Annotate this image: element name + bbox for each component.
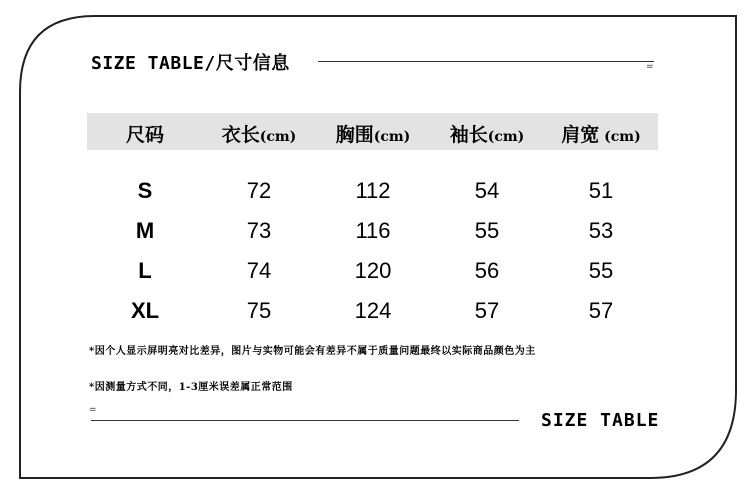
cell-chest: 124	[354, 298, 392, 323]
bottom-divider	[91, 420, 519, 421]
header-size: 尺码	[125, 124, 164, 146]
cell-size: L	[138, 258, 152, 283]
cell-size: M	[135, 218, 155, 243]
top-divider	[318, 61, 654, 62]
cell-size: S	[137, 178, 153, 203]
cell-chest: 112	[355, 178, 391, 203]
cell-shoulder: 57	[588, 298, 614, 323]
cell-shoulder: 51	[588, 178, 614, 203]
cell-sleeve: 54	[474, 178, 500, 203]
header-shoulder: 肩宽 (cm)	[561, 124, 641, 146]
cell-chest: 116	[355, 218, 391, 243]
bottom-rule-mark: =	[89, 405, 97, 415]
cell-shoulder: 55	[588, 258, 614, 283]
cell-length: 73	[246, 218, 272, 243]
color-disclaimer-note: *因个人显示屏明亮对比差异，图片与实物可能会有差异不属于质量问题最终以实际商品颜色为主	[89, 346, 536, 357]
cell-length: 75	[246, 298, 272, 323]
cell-length: 74	[246, 258, 272, 283]
cell-shoulder: 53	[588, 218, 614, 243]
header-chest: 胸围(cm)	[335, 124, 411, 146]
cell-sleeve: 56	[474, 258, 500, 283]
cell-size: XL	[130, 298, 160, 323]
cell-sleeve: 55	[474, 218, 500, 243]
header-sleeve: 袖长(cm)	[449, 124, 525, 146]
cell-sleeve: 57	[474, 298, 500, 323]
header-length: 衣长(cm)	[221, 124, 297, 146]
footer-label: SIZE TABLE	[541, 410, 660, 431]
cell-length: 72	[246, 178, 272, 203]
cell-chest: 120	[354, 258, 392, 283]
measurement-tolerance-note: *因测量方式不同，1-3厘米误差属正常范围	[89, 382, 293, 393]
page-title: SIZE TABLE/尺寸信息	[91, 53, 290, 74]
top-rule-mark: =	[646, 62, 654, 72]
